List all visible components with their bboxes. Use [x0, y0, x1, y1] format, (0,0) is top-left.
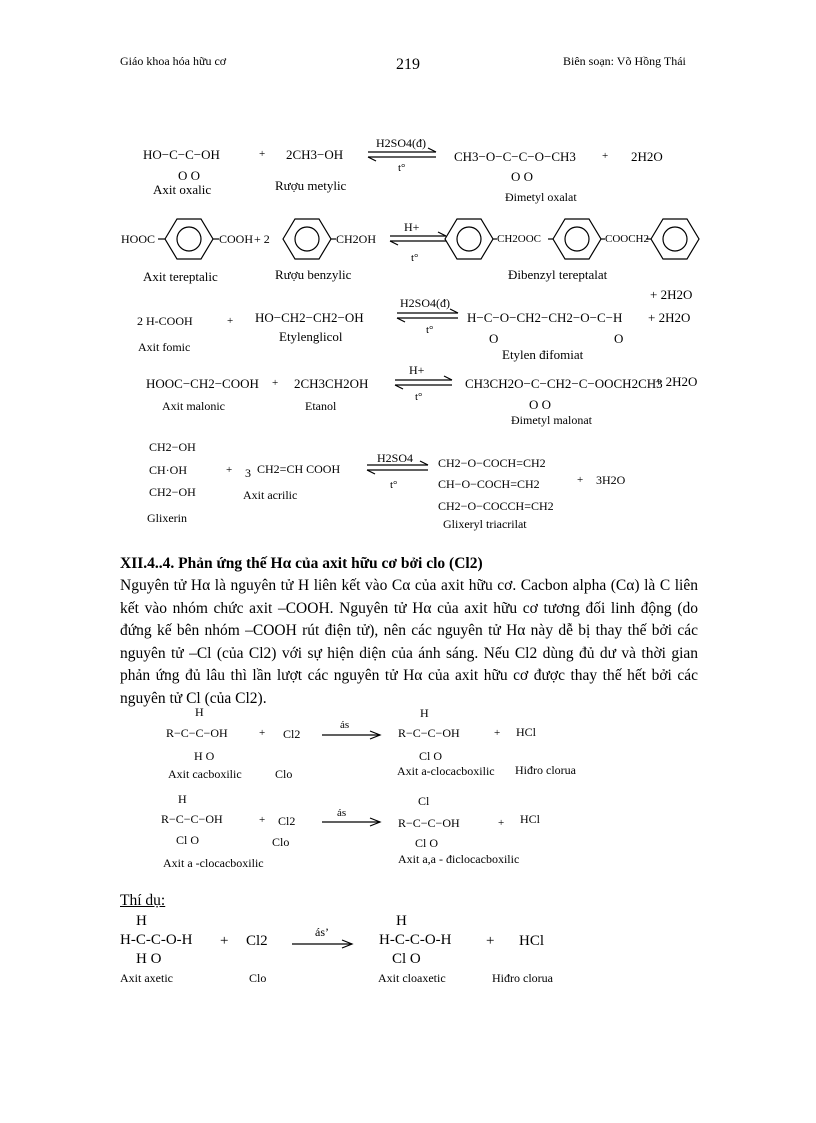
c1-label-product: Axit a-clocacboxilic [397, 764, 495, 778]
r3-product-oxygen-1: O [489, 331, 499, 346]
r4-label-alcohol: Etanol [305, 399, 337, 413]
c2-plus: + [259, 814, 266, 826]
r1-reactant: HO−C−C−OH [143, 147, 220, 162]
example-product: H-C-C-O-H [379, 932, 452, 948]
example-reactant: H-C-C-O-H [120, 932, 193, 948]
c1-label-acid: Axit cacboxilic [168, 767, 242, 781]
r3-water-top: + 2H2O [650, 287, 693, 302]
example-reagent: Cl2 [246, 933, 268, 949]
example-label-acid: Axit axetic [120, 971, 173, 985]
example-plus-2: + [486, 933, 495, 949]
r3-water: + 2H2O [648, 310, 691, 325]
r1-water: 2H2O [631, 149, 663, 164]
c1-product-bottom: Cl O [419, 749, 443, 763]
r5-coefficient: 3 [245, 466, 251, 480]
r1-reactant-oxygens: O O [178, 168, 201, 183]
c2-reagent: Cl2 [278, 814, 296, 828]
r1-reagent: 2CH3−OH [286, 147, 344, 162]
r1-plus-2: + [602, 150, 609, 162]
example-plus: + [220, 933, 229, 949]
r3-plus: + [227, 315, 234, 327]
r4-reactant: HOOC−CH2−COOH [146, 376, 259, 391]
c1-reactant-bottom: H O [194, 749, 215, 763]
c1-condition: ás [340, 719, 350, 731]
c2-reactant-bottom: Cl O [176, 833, 200, 847]
r2-reactant-right: COOH [219, 232, 254, 246]
r3-reactant: 2 H-COOH [137, 314, 193, 328]
r3-reagent: HO−CH2−CH2−OH [255, 310, 364, 325]
c2-product: R−C−C−OH [398, 816, 460, 830]
r3-product-oxygen-2: O [614, 331, 624, 346]
r5-heat: t° [390, 479, 398, 491]
r2-product-right: COOCH2 [605, 233, 650, 245]
c1-plus: + [259, 727, 266, 739]
c2-label-acid: Axit a -clocacboxilic [163, 856, 264, 870]
example-reactant-bottom: H O [136, 951, 162, 967]
c1-product-top: H [420, 706, 429, 720]
r2-reagent: CH2OH [336, 232, 377, 246]
c1-top-h: H [195, 705, 204, 719]
r5-product-1: CH2−O−COCH=CH2 [438, 456, 546, 470]
r5-label-acid: Axit acrilic [243, 488, 298, 502]
example-label-hcl: Hiđro clorua [492, 971, 553, 985]
c2-reactant: R−C−C−OH [161, 812, 223, 826]
r2-catalyst: H+ [404, 220, 420, 234]
r3-catalyst: H2SO4(đ) [400, 296, 450, 310]
r3-label-product: Etylen đifomiat [502, 347, 584, 362]
r4-catalyst: H+ [409, 363, 425, 377]
r2-heat: t° [411, 252, 419, 264]
r4-label-product: Đimetyl malonat [511, 413, 592, 427]
example-product-bottom: Cl O [392, 951, 421, 967]
r5-glycerol-2: CH·OH [149, 463, 187, 477]
c2-condition: ás [337, 807, 347, 819]
r4-reagent: 2CH3CH2OH [294, 376, 369, 391]
c2-label-product: Axit a,a - điclocacboxilic [398, 852, 520, 866]
r4-product-oxygens: O O [529, 397, 552, 412]
example-product-top: H [396, 913, 407, 929]
example-label-product: Axit cloaxetic [378, 971, 446, 985]
header-right: Biên soạn: Võ Hồng Thái [563, 54, 686, 68]
r2-label-acid: Axit tereptalic [143, 269, 218, 284]
r5-product-3: CH2−O−COCCH=CH2 [438, 499, 554, 513]
example-title: Thí dụ: [120, 892, 166, 909]
r5-product-2: CH−O−COCH=CH2 [438, 477, 540, 491]
c1-hcl: HCl [516, 725, 537, 739]
r1-product-oxygens: O O [511, 169, 534, 184]
r4-plus: + [272, 377, 279, 389]
r3-product: H−C−O−CH2−CH2−O−C−H [467, 310, 623, 325]
c2-plus-2: + [498, 817, 505, 829]
c2-top-h: H [178, 792, 187, 806]
r4-water: + 2H2O [655, 374, 698, 389]
r4-label-acid: Axit malonic [162, 399, 225, 413]
r5-glycerol-1: CH2−OH [149, 440, 196, 454]
header-left: Giáo khoa hóa hữu cơ [120, 54, 227, 68]
c1-reactant: R−C−C−OH [166, 726, 228, 740]
r5-plus-2: + [577, 474, 584, 486]
c1-label-hcl: Hiđro clorua [515, 763, 576, 777]
r1-plus: + [259, 148, 266, 160]
example-top-h: H [136, 913, 147, 929]
r5-label-product: Glixeryl triacrilat [443, 517, 527, 531]
r3-label-alcohol: Etylenglicol [279, 329, 343, 344]
r3-label-acid: Axit fomic [138, 340, 191, 354]
r4-product: CH3CH2O−C−CH2−C−OOCH2CH3 [465, 376, 663, 391]
c2-reagent-label: Clo [272, 835, 290, 849]
r5-glycerol-3: CH2−OH [149, 485, 196, 499]
example-label-chlorine: Clo [249, 971, 267, 985]
c1-product: R−C−C−OH [398, 726, 460, 740]
r1-catalyst: H2SO4(đ) [376, 136, 426, 150]
c2-product-top: Cl [418, 794, 430, 808]
r5-water: 3H2O [596, 473, 626, 487]
r1-heat: t° [398, 162, 406, 174]
c1-reagent: Cl2 [283, 727, 301, 741]
c1-label-chlorine: Clo [275, 767, 293, 781]
c1-plus-2: + [494, 727, 501, 739]
r2-reactant-left: HOOC [121, 232, 156, 246]
r5-catalyst: H2SO4 [377, 451, 414, 465]
section-heading: XII.4..4. Phản ứng thế Hα của axit hữu cơ bởi clo (Cl2) [120, 555, 483, 572]
section-paragraph: Nguyên tử Hα là nguyên tử H liên kết vào Cα của axit hữu cơ. Cacbon alpha (Cα) là C liên kết vào nhóm chức axit –COOH. Nguyên tử Hα của axit hữu cơ tương đối linh động (do đứng kế bên nhóm –COOH rút điện tử), nên các nguyên tử Hα này dễ bị thay thế bởi các nguyên tử –Cl (của Cl2) với sự hiện diện của ánh sáng. Nếu Cl2 dùng đủ dư và thời gian phản ứng đủ lâu thì lần lượt các nguyên tử Hα của axit hữu cơ được thay thế hết bởi các nguyên tử Cl (của Cl2). [120, 577, 698, 707]
r2-label-product: Đibenzyl tereptalat [508, 267, 608, 282]
r2-product-middle: CH2OOC [497, 233, 542, 245]
r1-product: CH3−O−C−C−O−CH3 [454, 149, 576, 164]
r5-label-glycerol: Glixerin [147, 511, 187, 525]
r3-heat: t° [426, 324, 434, 336]
r1-label-alcohol: Rượu metylic [275, 178, 347, 193]
r2-plus: + 2 [254, 232, 270, 246]
r4-heat: t° [415, 391, 423, 403]
example-hcl: HCl [519, 933, 545, 949]
r1-label-acid: Axit oxalic [153, 182, 212, 197]
r5-plus: + [226, 464, 233, 476]
c2-hcl: HCl [520, 812, 541, 826]
example-condition: ás’ [315, 925, 329, 939]
r5-reagent: CH2=CH COOH [257, 462, 341, 476]
r1-label-product: Đimetyl oxalat [505, 190, 577, 204]
r2-label-alcohol: Rượu benzylic [275, 267, 352, 282]
c2-product-bottom: Cl O [415, 836, 439, 850]
page-number: 219 [396, 56, 420, 73]
